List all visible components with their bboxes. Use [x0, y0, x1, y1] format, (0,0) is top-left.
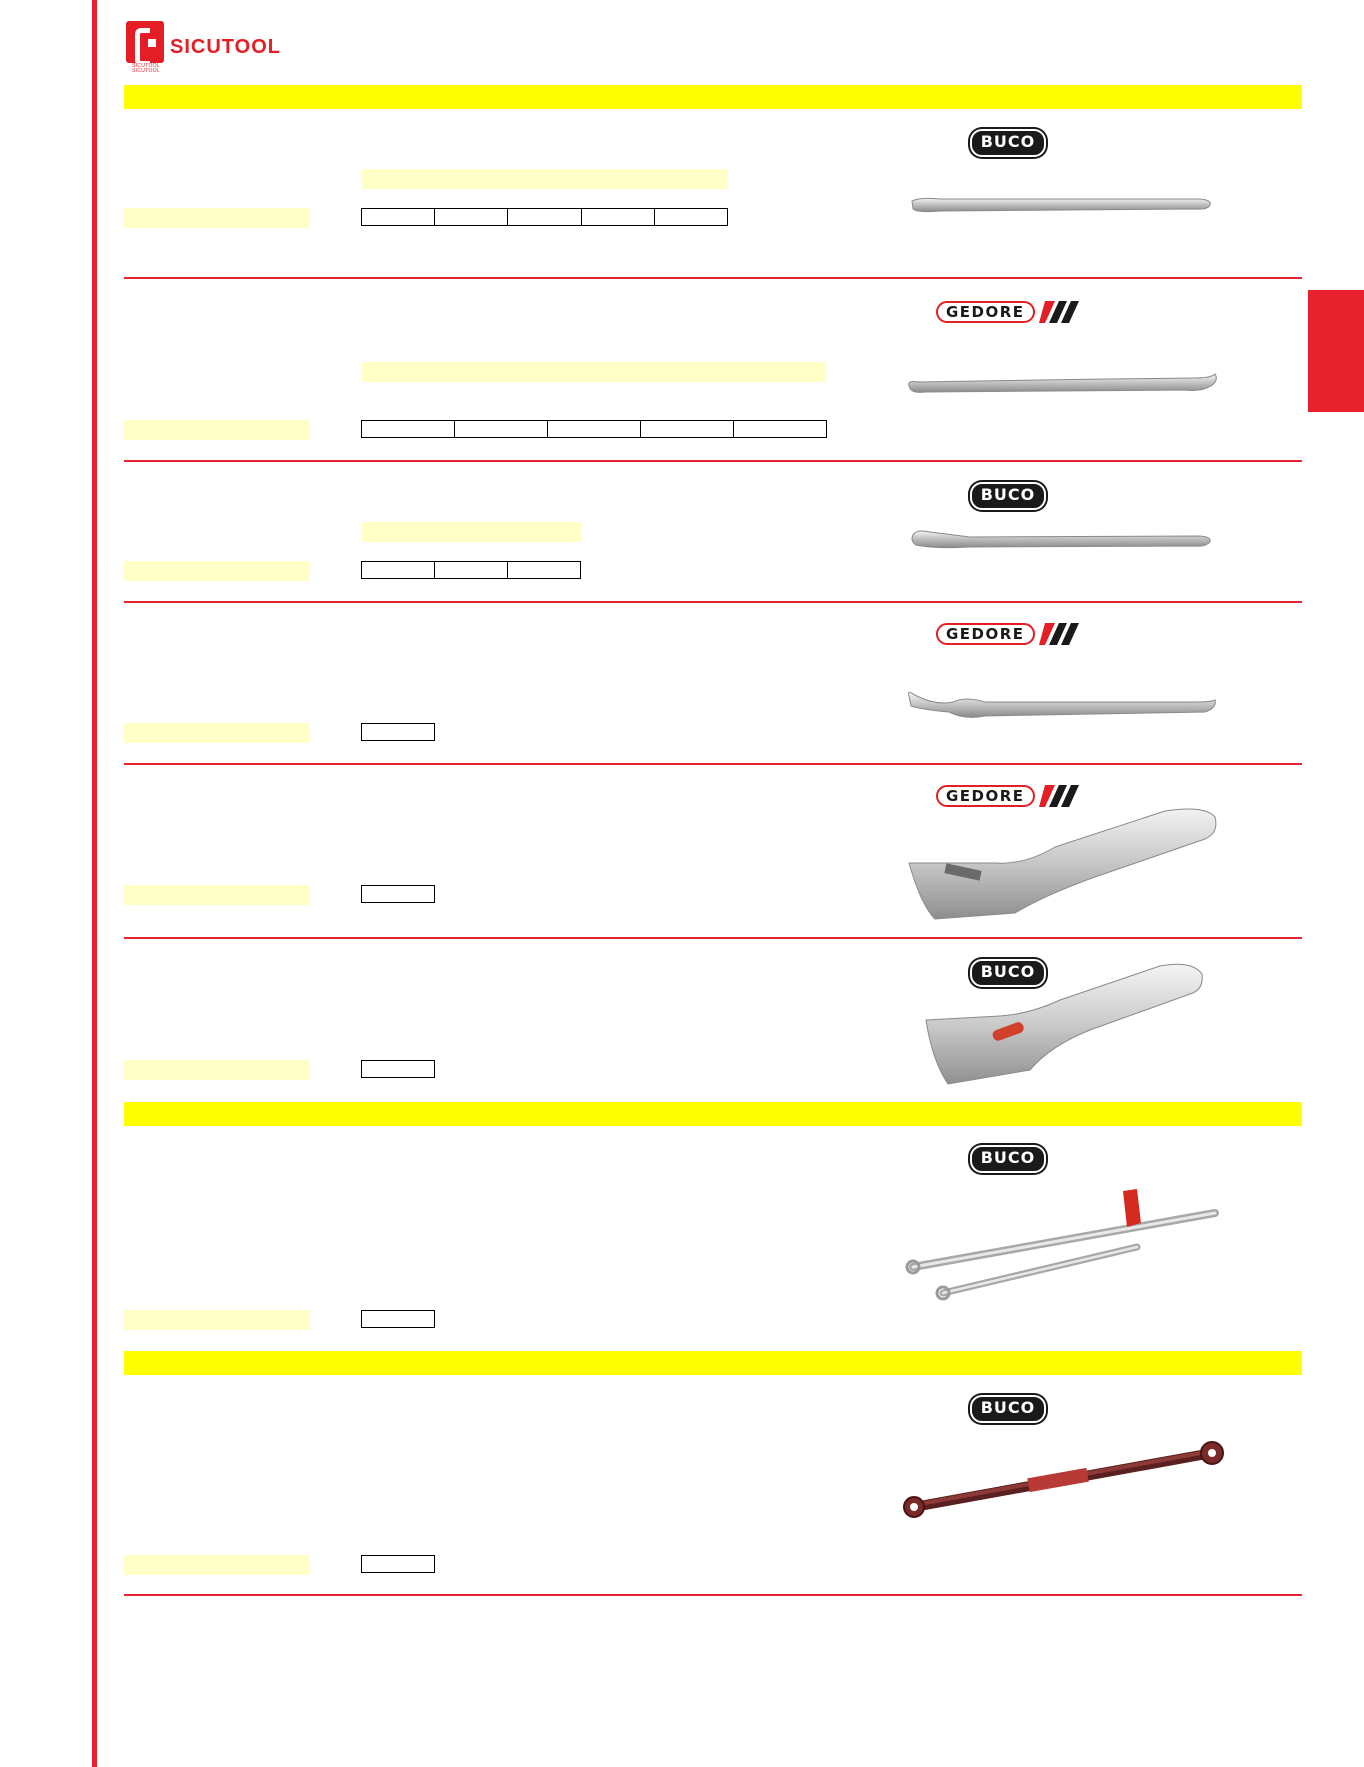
- section-tab[interactable]: [1308, 290, 1364, 412]
- buco-logo: BUCO: [970, 1145, 1046, 1173]
- spec-table: [361, 885, 435, 903]
- article-label-band: [124, 1555, 310, 1575]
- article-label-band: [124, 208, 310, 228]
- logo-subtext: SICUTOOL SICUTOOL: [132, 63, 160, 74]
- bead-breaker-icon: [920, 960, 1205, 1088]
- spreader-bar-set-icon: [905, 1185, 1225, 1305]
- article-label-band: [124, 1060, 310, 1080]
- buco-logo: BUCO: [970, 129, 1046, 157]
- gedore-stripes-icon: [1039, 301, 1081, 323]
- section-band-2: [124, 1102, 1302, 1126]
- article-label-band: [124, 723, 310, 743]
- spec-table: [361, 420, 827, 438]
- gedore-stripes-icon: [1039, 623, 1081, 645]
- section-band-1: [124, 85, 1302, 109]
- gedore-logo-text: GEDORE: [936, 301, 1035, 323]
- gedore-logo: [936, 785, 1081, 807]
- gedore-logo-text: GEDORE: [936, 785, 1035, 807]
- buco-logo: BUCO: [970, 1395, 1046, 1423]
- tyre-lever-icon: [910, 527, 1215, 553]
- spec-table: [361, 1310, 435, 1328]
- article-label-band: [124, 885, 310, 905]
- article-label-band: [124, 561, 310, 581]
- buco-logo: BUCO: [970, 959, 1046, 987]
- spec-table: [361, 1060, 435, 1078]
- left-margin-rule: [92, 0, 97, 1767]
- spec-table: [361, 561, 581, 579]
- straight-tyre-lever-icon: [910, 193, 1215, 219]
- article-label-band: [124, 1310, 310, 1330]
- spec-table: [361, 208, 728, 226]
- divider: [124, 277, 1302, 279]
- spec-header-bar: [362, 362, 826, 382]
- gedore-logo-text: GEDORE: [936, 623, 1035, 645]
- bead-breaker-icon: [905, 805, 1220, 923]
- divider: [124, 601, 1302, 603]
- tow-bar-icon: [900, 1435, 1230, 1525]
- gedore-stripes-icon: [1039, 785, 1081, 807]
- spec-table: [361, 723, 435, 741]
- divider: [124, 1594, 1302, 1596]
- divider: [124, 763, 1302, 765]
- gedore-logo: [936, 301, 1081, 323]
- spec-header-bar: [362, 522, 581, 542]
- article-label-band: [124, 420, 310, 440]
- divider: [124, 460, 1302, 462]
- buco-logo: BUCO: [970, 482, 1046, 510]
- sicutool-logo-icon: [126, 21, 164, 63]
- hooked-tyre-lever-icon: [905, 690, 1220, 724]
- divider: [124, 937, 1302, 939]
- section-band-3: [124, 1351, 1302, 1375]
- gedore-logo: [936, 623, 1081, 645]
- logo-text: SICUTOOL: [170, 36, 281, 58]
- spec-header-bar: [362, 169, 728, 189]
- curved-tyre-lever-icon: [905, 370, 1220, 400]
- spec-table: [361, 1555, 435, 1573]
